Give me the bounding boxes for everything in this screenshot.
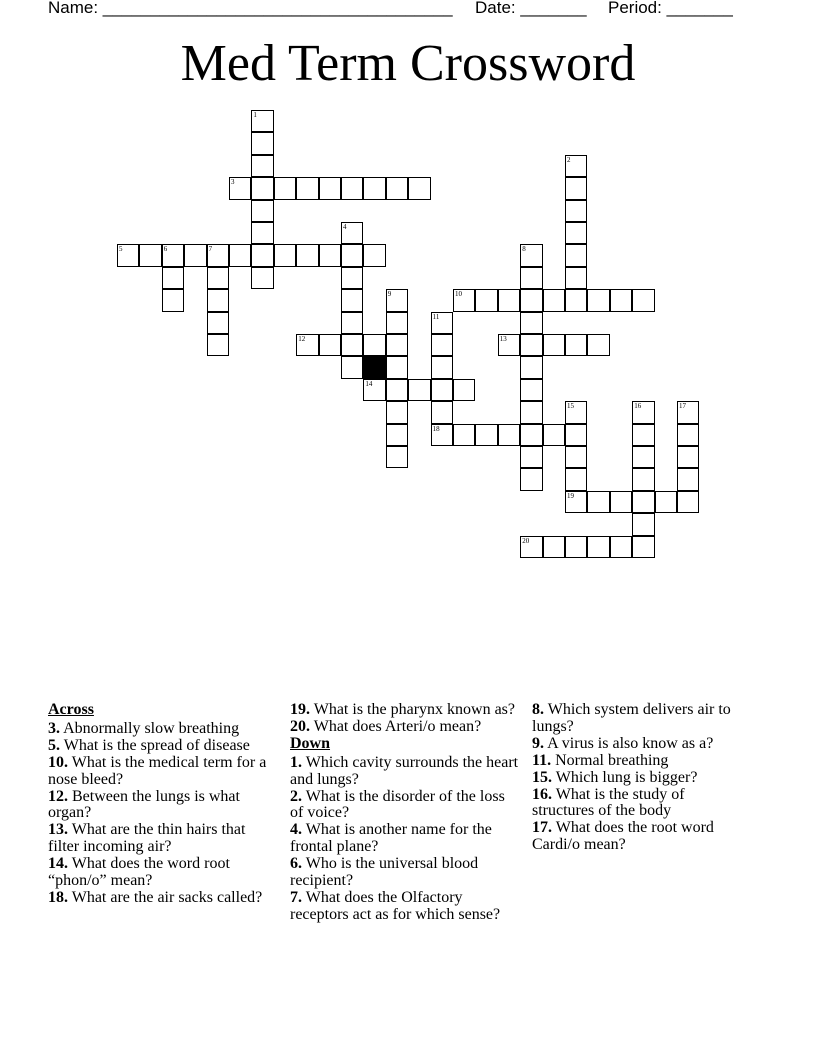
crossword-cell[interactable]	[341, 267, 363, 289]
down-heading: Down	[290, 734, 331, 752]
crossword-cell[interactable]	[632, 536, 654, 558]
cell-number: 9	[387, 290, 392, 299]
cell-number: 16	[634, 402, 642, 411]
crossword-cell[interactable]	[677, 491, 699, 513]
cell-number: 20	[522, 536, 530, 545]
crossword-cell[interactable]	[565, 401, 587, 423]
cell-number: 3	[231, 178, 235, 187]
crossword-cell[interactable]	[565, 334, 587, 356]
crossword-cell[interactable]	[565, 536, 587, 558]
crossword-cell[interactable]	[431, 312, 453, 334]
crossword-cell[interactable]	[565, 446, 587, 468]
cell-number: 6	[163, 245, 168, 254]
crossword-cell[interactable]	[341, 244, 363, 266]
name-field-label[interactable]: Name: _____________________________________	[48, 0, 453, 17]
crossword-cell[interactable]	[251, 132, 273, 154]
cell-number: 15	[567, 402, 574, 411]
clue-across-20: 20. What does Arteri/o mean?	[290, 717, 482, 735]
crossword-cell[interactable]	[341, 289, 363, 311]
crossword-cell[interactable]	[632, 424, 654, 446]
crossword-cell[interactable]	[117, 244, 139, 266]
crossword-cell[interactable]	[431, 334, 453, 356]
crossword-cell[interactable]	[520, 379, 542, 401]
cell-number: 17	[679, 402, 686, 411]
cell-number: 8	[522, 245, 526, 254]
crossword-cell[interactable]	[520, 424, 542, 446]
crossword-cell[interactable]	[386, 312, 408, 334]
crossword-cell[interactable]	[543, 289, 565, 311]
crossword-cell[interactable]	[520, 401, 542, 423]
crossword-cell[interactable]	[453, 289, 475, 311]
crossword-cell[interactable]	[229, 177, 251, 199]
crossword-cell[interactable]	[408, 379, 430, 401]
clue-across-3: 3. Abnormally slow breathing	[48, 719, 240, 737]
crossword-cell[interactable]	[229, 244, 251, 266]
crossword-cell[interactable]	[296, 177, 318, 199]
crossword-cell[interactable]	[610, 289, 632, 311]
crossword-cell[interactable]	[520, 446, 542, 468]
clue-down-15: 15. Which lung is bigger?	[532, 768, 698, 786]
crossword-cell[interactable]	[386, 289, 408, 311]
crossword-cell[interactable]	[520, 267, 542, 289]
cell-number: 11	[432, 312, 440, 321]
clues-column-2	[290, 702, 522, 924]
crossword-cell[interactable]	[453, 424, 475, 446]
crossword-cell[interactable]	[498, 334, 520, 356]
crossword-cell[interactable]	[386, 334, 408, 356]
crossword-cell[interactable]	[520, 312, 542, 334]
crossword-cell[interactable]	[677, 424, 699, 446]
crossword-cell[interactable]	[520, 334, 542, 356]
clue-down-7: 7. What does the Olfactory receptors act as for which sense?	[290, 888, 501, 923]
crossword-cell[interactable]	[677, 468, 699, 490]
crossword-cell[interactable]	[565, 244, 587, 266]
crossword-cell[interactable]	[543, 536, 565, 558]
crossword-cell[interactable]	[386, 379, 408, 401]
crossword-cell[interactable]	[632, 401, 654, 423]
crossword-cell[interactable]	[543, 424, 565, 446]
crossword-cell[interactable]	[341, 334, 363, 356]
crossword-cell[interactable]	[610, 491, 632, 513]
cell-number: 5	[119, 245, 123, 254]
crossword-cell[interactable]	[520, 289, 542, 311]
crossword-cell[interactable]	[139, 244, 161, 266]
clue-down-6: 6. Who is the universal blood recipient?	[290, 855, 479, 890]
crossword-cell[interactable]	[655, 491, 677, 513]
crossword-cell[interactable]	[565, 267, 587, 289]
clue-across-10: 10. What is the medical term for a nose bleed?	[48, 753, 267, 788]
crossword-cell[interactable]	[207, 289, 229, 311]
crossword-cell[interactable]	[386, 446, 408, 468]
cell-number: 10	[455, 290, 462, 299]
clue-down-1: 1. Which cavity surrounds the heart and lungs?	[290, 753, 519, 788]
crossword-cell[interactable]	[520, 536, 542, 558]
crossword-black-cell	[363, 356, 385, 378]
crossword-cell[interactable]	[386, 424, 408, 446]
crossword-cell[interactable]	[319, 177, 341, 199]
page-title: Med Term Crossword	[180, 35, 636, 92]
crossword-cell[interactable]	[363, 244, 385, 266]
cell-number: 4	[343, 223, 347, 231]
crossword-cell[interactable]	[498, 424, 520, 446]
crossword-cell[interactable]	[677, 401, 699, 423]
crossword-cell[interactable]	[296, 244, 318, 266]
clues-column-3	[532, 702, 742, 854]
crossword-cell[interactable]	[632, 446, 654, 468]
crossword-cell[interactable]	[363, 177, 385, 199]
crossword-cell[interactable]	[475, 289, 497, 311]
crossword-cell[interactable]	[520, 356, 542, 378]
crossword-cell[interactable]	[520, 468, 542, 490]
crossword-cell[interactable]	[565, 424, 587, 446]
crossword-cell[interactable]	[431, 379, 453, 401]
crossword-cell[interactable]	[251, 155, 273, 177]
crossword-cell[interactable]	[341, 312, 363, 334]
crossword-cell[interactable]	[363, 379, 385, 401]
crossword-cell[interactable]	[274, 244, 296, 266]
crossword-cell[interactable]	[453, 379, 475, 401]
crossword-cell[interactable]	[207, 334, 229, 356]
clue-down-16: 16. What is the study of structures of the body	[532, 785, 685, 820]
cell-number: 19	[567, 491, 574, 500]
crossword-cell[interactable]	[251, 267, 273, 289]
cell-number: 18	[432, 424, 440, 433]
crossword-cell[interactable]	[251, 177, 273, 199]
crossword-cell[interactable]	[408, 177, 430, 199]
crossword-cell[interactable]	[296, 334, 318, 356]
date-field-label[interactable]: Date: _______	[475, 0, 587, 17]
crossword-cell[interactable]	[632, 468, 654, 490]
cell-number: 14	[365, 379, 373, 388]
crossword-cell[interactable]	[207, 267, 229, 289]
crossword-cell[interactable]	[386, 356, 408, 378]
crossword-cell[interactable]	[520, 244, 542, 266]
crossword-cell[interactable]	[498, 289, 520, 311]
clue-across-18: 18. What are the air sacks called?	[48, 888, 263, 906]
crossword-cell[interactable]	[386, 177, 408, 199]
crossword-cell[interactable]	[587, 334, 609, 356]
clue-across-5: 5. What is the spread of disease	[48, 736, 250, 754]
crossword-cell[interactable]	[431, 424, 453, 446]
crossword-cell[interactable]	[565, 200, 587, 222]
crossword-cell[interactable]	[565, 468, 587, 490]
cell-number: 13	[499, 335, 507, 343]
crossword-cell[interactable]	[251, 200, 273, 222]
crossword-cell[interactable]	[251, 222, 273, 244]
crossword-cell[interactable]	[632, 491, 654, 513]
crossword-cell[interactable]	[341, 222, 363, 244]
crossword-cell[interactable]	[162, 244, 184, 266]
crossword-cell[interactable]	[587, 536, 609, 558]
crossword-cell[interactable]	[632, 289, 654, 311]
crossword-cell[interactable]	[565, 491, 587, 513]
crossword-cell[interactable]	[207, 312, 229, 334]
cell-number: 12	[298, 335, 306, 343]
cell-number: 1	[253, 111, 257, 119]
crossword-cell[interactable]	[632, 513, 654, 535]
crossword-cell[interactable]	[475, 424, 497, 446]
clue-down-11: 11. Normal breathing	[532, 751, 669, 769]
clue-down-9: 9. A virus is also know as a?	[532, 734, 714, 752]
clues-column-1	[48, 702, 273, 907]
crossword-cell[interactable]	[565, 289, 587, 311]
crossword-cell[interactable]	[431, 401, 453, 423]
crossword-cell[interactable]	[341, 177, 363, 199]
crossword-cell[interactable]	[162, 267, 184, 289]
crossword-cell[interactable]	[677, 446, 699, 468]
crossword-cell[interactable]	[565, 222, 587, 244]
crossword-cell[interactable]	[386, 401, 408, 423]
clue-down-8: 8. Which system delivers air to lungs?	[532, 701, 731, 735]
period-field-label[interactable]: Period: _______	[608, 0, 733, 17]
crossword-cell[interactable]	[251, 110, 273, 132]
crossword-cell[interactable]	[363, 334, 385, 356]
crossword-cell[interactable]	[587, 491, 609, 513]
crossword-cell[interactable]	[162, 289, 184, 311]
crossword-cell[interactable]	[565, 177, 587, 199]
clue-across-13: 13. What are the thin hairs that filter incoming air?	[48, 821, 246, 856]
crossword-cell[interactable]	[610, 536, 632, 558]
clue-down-17: 17. What does the root word Cardi/o mean?	[532, 819, 714, 854]
clue-across-12: 12. Between the lungs is what organ?	[48, 787, 240, 822]
crossword-cell[interactable]	[184, 244, 206, 266]
crossword-cell[interactable]	[587, 289, 609, 311]
clue-down-4: 4. What is another name for the frontal plane?	[290, 821, 492, 856]
crossword-cell[interactable]	[319, 334, 341, 356]
crossword-cell[interactable]	[565, 155, 587, 177]
clue-across-19: 19. What is the pharynx known as?	[290, 701, 515, 718]
crossword-cell[interactable]	[251, 244, 273, 266]
clue-across-14: 14. What does the word root “phon/o” mean?	[48, 855, 230, 890]
cell-number: 2	[567, 155, 571, 164]
crossword-cell[interactable]	[319, 244, 341, 266]
cell-number: 7	[208, 245, 213, 254]
crossword-cell[interactable]	[543, 334, 565, 356]
crossword-cell[interactable]	[207, 244, 229, 266]
clue-down-2: 2. What is the disorder of the loss of voice?	[290, 787, 505, 822]
across-heading: Across	[48, 701, 94, 718]
crossword-cell[interactable]	[341, 356, 363, 378]
crossword-cell[interactable]	[274, 177, 296, 199]
crossword-cell[interactable]	[431, 356, 453, 378]
